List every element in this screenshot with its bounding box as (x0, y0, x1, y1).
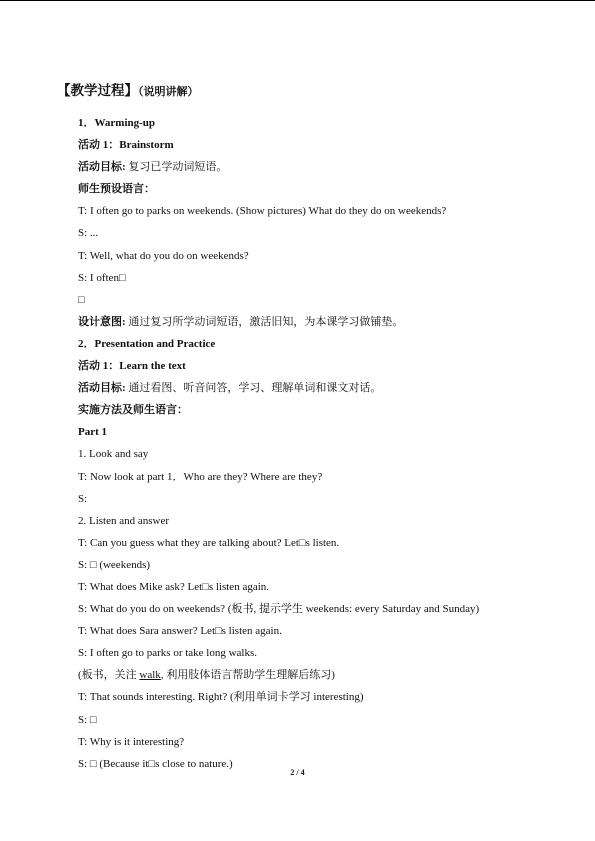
text-line (78, 289, 578, 311)
page-number: 2 / 4 (290, 768, 305, 777)
line-text: S: (78, 492, 88, 505)
line-heading: 实施方法及师生语言： (78, 404, 188, 417)
section-heading (57, 79, 199, 99)
line-text: , 利用肢体语言帮助学生理解后练习) (160, 669, 335, 682)
top-rule (0, 0, 595, 1)
line-text: 2. Listen and answer (78, 514, 170, 527)
text-line (78, 664, 578, 686)
text-line (78, 642, 578, 664)
text-line (78, 333, 578, 355)
text-line (78, 443, 578, 465)
line-text: T: Why is it interesting? (78, 735, 185, 748)
line-text: T: I often go to parks on weekends. (Show pictures) What do they do on weekends? (78, 205, 447, 218)
section-subtitle: （说明讲解） (138, 86, 199, 98)
text-line (78, 598, 578, 620)
text-line (78, 686, 578, 708)
text-line (78, 222, 578, 244)
line-text: □ (78, 293, 85, 306)
line-text: T: What does Sara answer? Let□s listen again. (78, 625, 282, 638)
text-line (78, 620, 578, 642)
line-text: S: ... (78, 227, 99, 240)
line-heading: 活动 1：Learn the text (78, 360, 186, 373)
text-line (78, 421, 578, 443)
line-heading: 活动 1：Brainstorm (78, 139, 174, 152)
line-text: 1. Look and say (78, 448, 149, 461)
text-line (78, 731, 578, 753)
section-title: 【教学过程】 (57, 83, 138, 98)
line-text: S: What do you do on weekends? (板书, 提示学生 weekends: every Saturday and Sunday) (78, 603, 480, 616)
line-text: T: Well, what do you do on weekends? (78, 249, 249, 262)
line-text: S: I often□ (78, 271, 126, 284)
line-text: S: □ (Because it□s close to nature.) (78, 757, 233, 770)
line-label: 设计意图: (78, 315, 126, 328)
line-text: T: Now look at part 1．Who are they? Where are they? (78, 470, 323, 483)
line-text: 通过复习所学动词短语，激活旧知，为本课学习做铺垫。 (125, 315, 404, 328)
line-text: T: That sounds interesting. Right? (利用单词卡学习 interesting) (78, 691, 364, 704)
line-text: T: Can you guess what they are talking about? Let□s listen. (78, 536, 340, 549)
text-line (78, 576, 578, 598)
line-heading: Part 1 (78, 426, 108, 439)
text-line (78, 554, 578, 576)
line-text: 通过看图、听音问答，学习、理解单词和课文对话。 (125, 382, 382, 395)
text-line (78, 267, 578, 289)
text-line (78, 466, 578, 488)
line-text: S: □ (78, 713, 97, 726)
line-label: 活动目标: (78, 382, 126, 395)
lesson-body (78, 112, 578, 775)
text-line (78, 200, 578, 222)
text-line (78, 311, 578, 333)
line-text: 复习已学动词短语。 (125, 161, 228, 174)
underlined-word: walk (139, 669, 161, 682)
line-text: S: I often go to parks or take long walks. (78, 647, 258, 660)
line-label: 活动目标: (78, 161, 126, 174)
line-text: S: □ (weekends) (78, 558, 151, 571)
line-text: T: What does Mike ask? Let□s listen again. (78, 580, 270, 593)
text-line (78, 355, 578, 377)
text-line (78, 488, 578, 510)
line-text: (板书，关注 (78, 669, 140, 682)
text-line (78, 510, 578, 532)
text-line (78, 134, 578, 156)
text-line (78, 377, 578, 399)
line-heading: 2．Presentation and Practice (78, 337, 216, 350)
text-line (78, 399, 578, 421)
line-heading: 1．Warming-up (78, 117, 156, 129)
text-line (78, 156, 578, 178)
text-line (78, 245, 578, 267)
text-line (78, 178, 578, 200)
text-line (78, 709, 578, 731)
line-heading: 师生预设语言： (78, 183, 155, 196)
text-line (78, 112, 578, 134)
text-line (78, 532, 578, 554)
